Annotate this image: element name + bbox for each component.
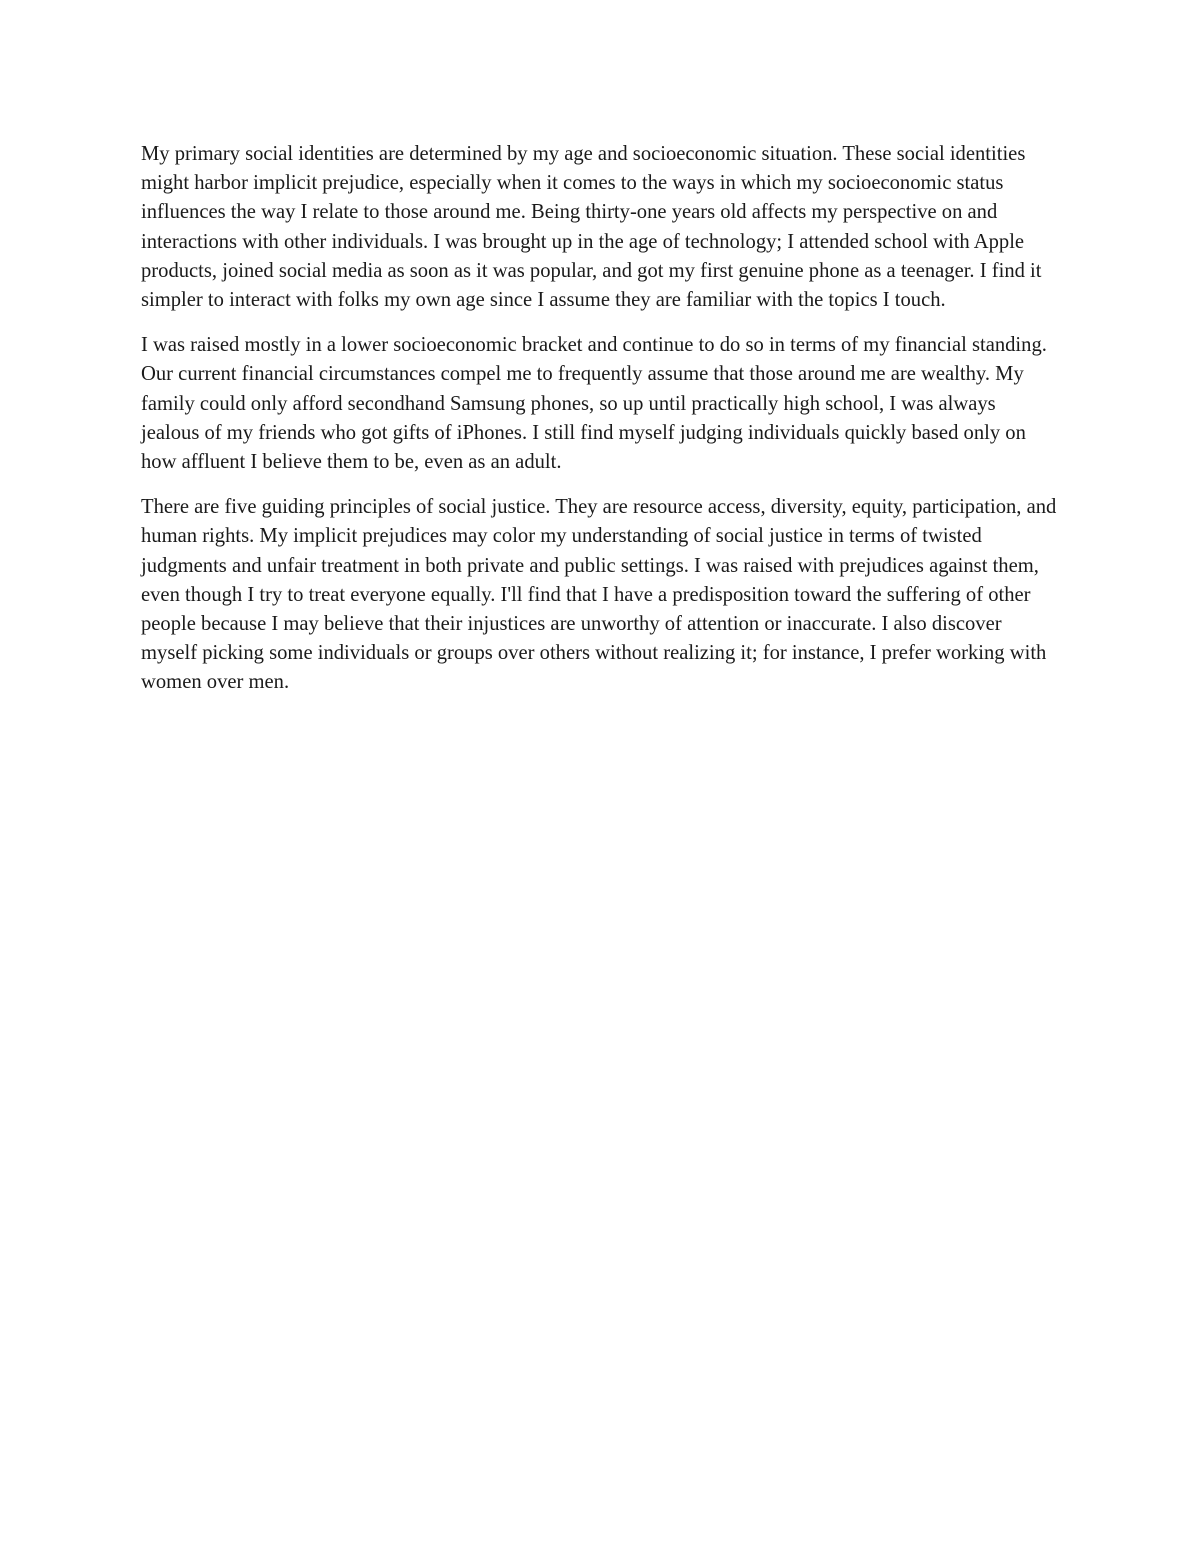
- document-body: [141, 140, 1059, 714]
- paragraph-social-identities: My primary social identities are determined by my age and socioeconomic situation. These social identities might harbor implicit prejudice, especially when it comes to the ways in which my socioeconomic status influences the way I relate to those around me. Being thirty-one years old affects my perspective on and interactions with other individuals. I was brought up in the age of technology; I attended school with Apple products, joined social media as soon as it was popular, and got my first genuine phone as a teenager. I find it simpler to interact with folks my own age since I assume they are familiar with the topics I touch.: [141, 143, 1042, 312]
- paragraph-socioeconomic-background: I was raised mostly in a lower socioeconomic bracket and continue to do so in terms of my financial standing. Our current financial circumstances compel me to frequently assume that those around me are wealthy. My family could only afford secondhand Samsung phones, so up until practically high school, I was always jealous of my friends who got gifts of iPhones. I still find myself judging individuals quickly based only on how affluent I believe them to be, even as an adult.: [141, 334, 1047, 474]
- paragraph-social-justice-principles: There are five guiding principles of social justice. They are resource access, diversity, equity, participation, and human rights. My implicit prejudices may color my understanding of social justice in terms of twisted judgments and unfair treatment in both private and public settings. I was raised with prejudices against them, even though I try to treat everyone equally. I'll find that I have a predisposition toward the suffering of other people because I may believe that their injustices are unworthy of attention or inaccurate. I also discover myself picking some individuals or groups over others without realizing it; for instance, I prefer working with women over men.: [141, 496, 1057, 694]
